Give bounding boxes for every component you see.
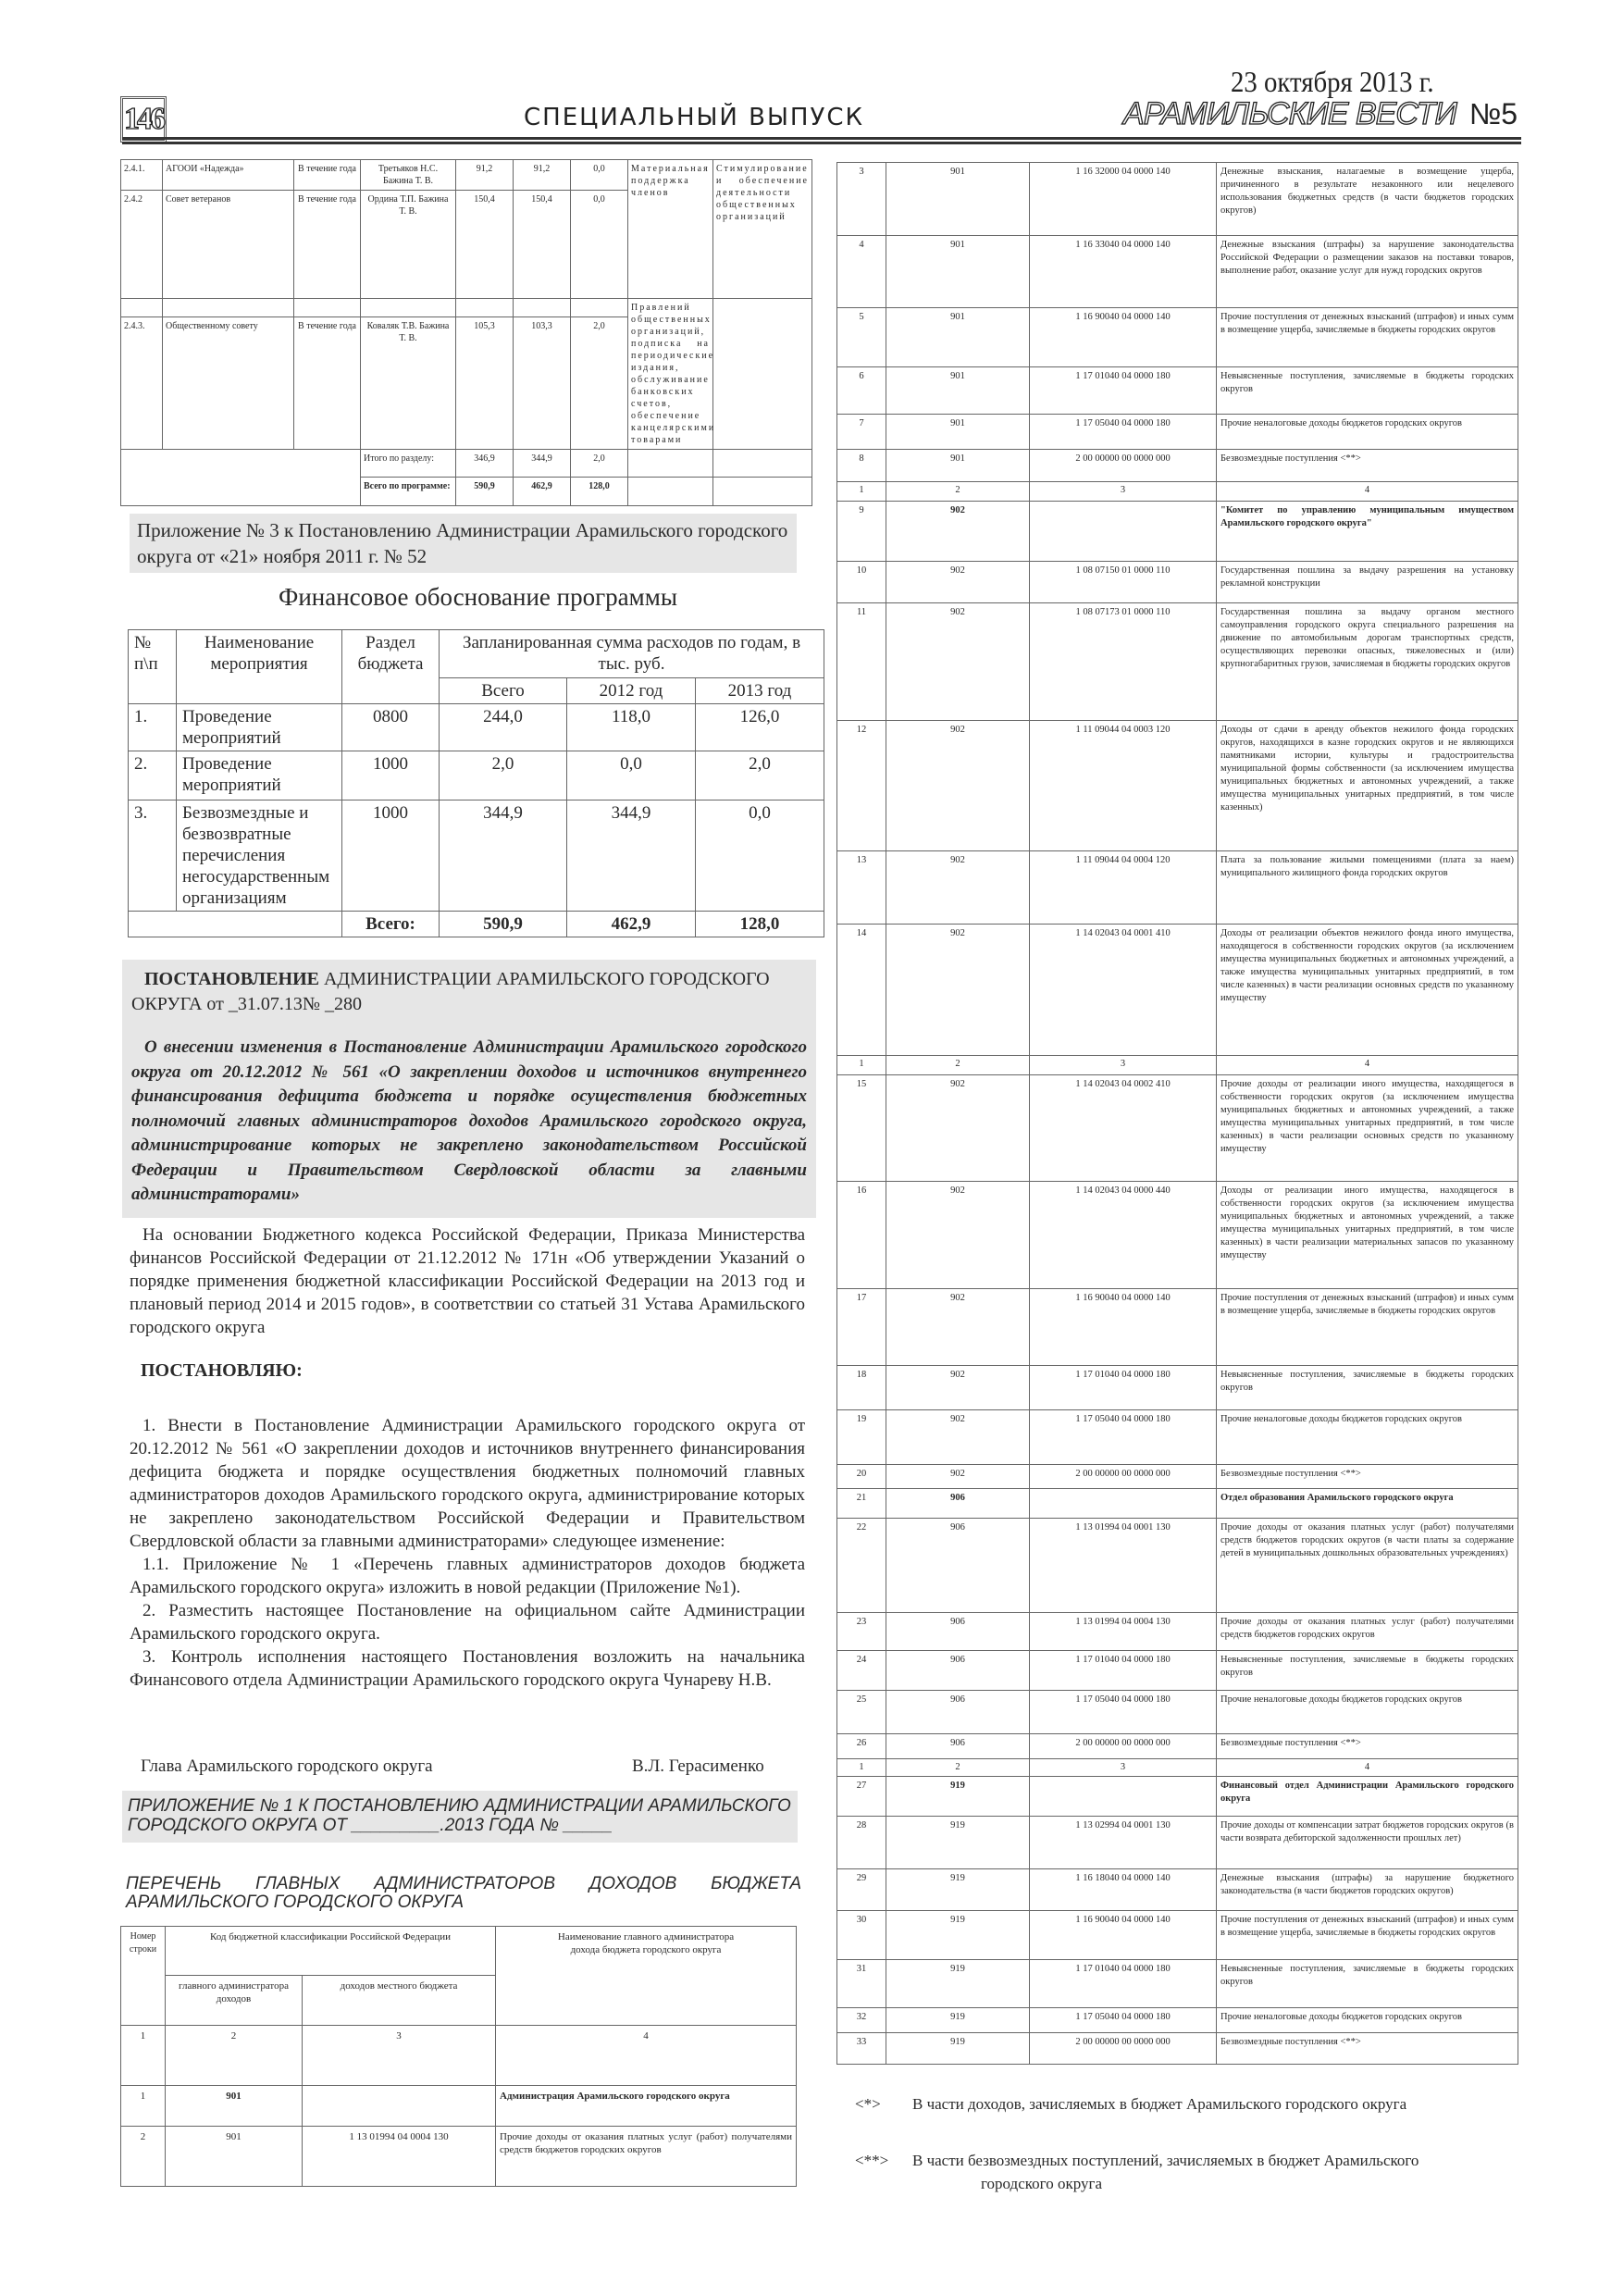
cell: 2 00 00000 00 0000 000	[1030, 1465, 1217, 1489]
cell: 1	[837, 1056, 886, 1075]
cell: Денежные взыскания (штрафы) за нарушение бюджетного законодательства (в части бюджетов городских округов)	[1217, 1869, 1518, 1911]
cell: Прочие поступления от денежных взысканий (штрафов) и иных сумм в возмещение ущерба, зачисляемые в бюджеты городских округов	[1217, 1289, 1518, 1366]
cell: 25	[837, 1691, 886, 1734]
cell: 1 16 18040 04 0000 140	[1030, 1869, 1217, 1911]
cell: 3	[303, 2026, 496, 2086]
cell: 902	[886, 603, 1030, 721]
cell: 1 14 02043 04 0002 410	[1030, 1075, 1217, 1182]
cell: 2 00 00000 00 0000 000	[1030, 450, 1217, 482]
cell: Совет ветеранов	[163, 191, 294, 299]
cell: 7	[837, 415, 886, 450]
cell: Прочие неналоговые доходы бюджетов городских округов	[1217, 415, 1518, 450]
header-cell: Раздел бюджета	[342, 630, 440, 704]
subtotal-row	[121, 450, 812, 478]
cell: Денежные взыскания, налагаемые в возмещение ущерба, причиненного в результате незаконного или нецелевого использования бюджетных средств (в части бюджетов городских округов)	[1217, 163, 1518, 236]
cell: Проведение мероприятий	[177, 704, 342, 751]
cell: Проведение мероприятий	[177, 751, 342, 800]
cell: 4	[837, 236, 886, 308]
cell: 919	[886, 1960, 1030, 2008]
cell: 103,3	[514, 316, 571, 449]
cell: Невыясненные поступления, зачисляемые в бюджеты городских округов	[1217, 1960, 1518, 2008]
cell: Третьяков Н.С. Бажина Т. В.	[361, 160, 456, 191]
cell: 0,0	[567, 751, 696, 800]
table-row	[837, 1911, 1518, 1960]
cell: 2.4.1.	[121, 160, 163, 191]
cell: 31	[837, 1960, 886, 2008]
cell: Прочие доходы от оказания платных услуг (работ) получателями средств бюджетов городских округов	[1217, 1613, 1518, 1651]
cell: 0,0	[696, 800, 824, 912]
header-cell: Номер строки	[121, 1927, 166, 2026]
cell: 29	[837, 1869, 886, 1911]
cell: 1	[121, 2026, 166, 2086]
cell: 906	[886, 1691, 1030, 1734]
table-row	[837, 1651, 1518, 1691]
cell: 6	[837, 367, 886, 415]
header-cell: № п\п	[129, 630, 177, 704]
section-title: СПЕЦИАЛЬНЫЙ ВЫПУСК	[524, 104, 864, 131]
cell: Доходы от реализации иного имущества, находящегося в собственности городских округов (за исключением имущества муниципальных бюджетных и автономных учреждений, а также имущества муниципальных унитарных предприятий, в том числе казенных) в части реализации материальных запасов по указанному имуществу	[1217, 1182, 1518, 1289]
total-row	[129, 912, 824, 937]
cell: Прочие неналоговые доходы бюджетов городских округов	[1217, 2008, 1518, 2033]
header-cell: 2012 год	[567, 678, 696, 704]
cell: 17	[837, 1289, 886, 1366]
table-row	[837, 163, 1518, 236]
decree-header-box	[122, 960, 816, 1218]
cell: 2.4.3.	[121, 316, 163, 449]
cell: 0,0	[571, 160, 628, 191]
cell: 5	[837, 308, 886, 367]
cell: 2,0	[571, 316, 628, 449]
cell: 2	[886, 482, 1030, 502]
cell: 1 16 33040 04 0000 140	[1030, 236, 1217, 308]
cell: 901	[886, 415, 1030, 450]
table-row	[129, 800, 824, 912]
cell: 1 11 09044 04 0003 120	[1030, 721, 1217, 851]
cell: Плата за пользование жилыми помещениями (плата за наем) муниципального жилищного фонда городских округов	[1217, 851, 1518, 925]
cell: 15	[837, 1075, 886, 1182]
cell: 24	[837, 1651, 886, 1691]
cell: В течение года	[294, 191, 361, 299]
cell: 462,9	[514, 478, 571, 506]
cell: Государственная пошлина за выдачу органом местного самоуправления городского округа специального разрешения на движение по автомобильным дорогам транспортных средств, осуществляющих перевозки опасных, тяжеловесных и (или) крупногабаритных грузов, зачисляемая в бюджеты городских округов	[1217, 603, 1518, 721]
cell: 919	[886, 2033, 1030, 2065]
cell: 128,0	[696, 912, 824, 937]
table-row	[121, 2127, 797, 2187]
cell: 150,4	[456, 191, 514, 299]
cell: 14	[837, 925, 886, 1056]
cell: 906	[886, 1613, 1030, 1651]
cell: Прочие доходы от реализации иного имущества, находящегося в собственности городских округов (за исключением имущества муниципальных бюджетных и автономных учреждений, а также имущества муниципальных унитарных предприятий, в том числе казенных) в части реализации основных средств по указанному имуществу	[1217, 1075, 1518, 1182]
cell: "Комитет по управлению муниципальным имуществом Арамильского городского округа"	[1217, 502, 1518, 562]
cell: 4	[1217, 1056, 1518, 1075]
footnote-text: В части безвозмездных поступлений, зачисляемых в бюджет Арамильского	[912, 2152, 1419, 2169]
cell: 902	[886, 1366, 1030, 1410]
table-row	[837, 1465, 1518, 1489]
header-cell: Наименование мероприятия	[177, 630, 342, 704]
cell: 32	[837, 2008, 886, 2033]
table-row	[837, 1289, 1518, 1366]
cell: 1 17 01040 04 0000 180	[1030, 1366, 1217, 1410]
table-row	[837, 450, 1518, 482]
table-row	[837, 925, 1518, 1056]
header-cell: главного администратора доходов	[166, 1976, 303, 2026]
table-row	[837, 367, 1518, 415]
cell: 901	[886, 367, 1030, 415]
decree-items	[130, 1414, 805, 1692]
cell: 22	[837, 1519, 886, 1613]
cell: 902	[886, 1410, 1030, 1465]
cell: 906	[886, 1734, 1030, 1759]
cell: 902	[886, 721, 1030, 851]
cell: 0800	[342, 704, 440, 751]
cell: Прочие неналоговые доходы бюджетов городских округов	[1217, 1410, 1518, 1465]
cell: 1 16 32000 04 0000 140	[1030, 163, 1217, 236]
table-row	[837, 502, 1518, 562]
cell: 902	[886, 1182, 1030, 1289]
cell: 906	[886, 1519, 1030, 1613]
decree-basis	[130, 1223, 805, 1339]
cell: 11	[837, 603, 886, 721]
cell: Невыясненные поступления, зачисляемые в бюджеты городских округов	[1217, 367, 1518, 415]
cell: 906	[886, 1489, 1030, 1519]
header-cell: Всего	[440, 678, 567, 704]
cell: 919	[886, 2008, 1030, 2033]
cell: 902	[886, 502, 1030, 562]
cell: Государственная пошлина за выдачу разрешения на установку рекламной конструкции	[1217, 562, 1518, 603]
cell: 91,2	[456, 160, 514, 191]
cell: 902	[886, 1465, 1030, 1489]
table-row	[837, 1960, 1518, 2008]
cell: 8	[837, 450, 886, 482]
cell: 1 13 01994 04 0004 130	[1030, 1613, 1217, 1651]
cell: 2.	[129, 751, 177, 800]
table-row	[837, 562, 1518, 603]
cell: 1	[837, 482, 886, 502]
cell: 901	[166, 2086, 303, 2127]
cell: 2 00 00000 00 0000 000	[1030, 2033, 1217, 2065]
cell: 9	[837, 502, 886, 562]
cell: 901	[886, 308, 1030, 367]
cell: Невыясненные поступления, зачисляемые в бюджеты городских округов	[1217, 1366, 1518, 1410]
cell: 344,9	[514, 450, 571, 478]
cell: 2	[166, 2026, 303, 2086]
cell: 919	[886, 1777, 1030, 1817]
table-row	[837, 1410, 1518, 1465]
cell: 901	[886, 450, 1030, 482]
table-row	[837, 1519, 1518, 1613]
cell: 118,0	[567, 704, 696, 751]
cell: 4	[496, 2026, 797, 2086]
table-row	[837, 1734, 1518, 1759]
paragraph: На основании Бюджетного кодекса Российской Федерации, Приказа Министерства финансов Российской Федерации от 21.12.2012 № 171н «Об утверждении Указаний о порядке применения бюджетной классификации Российской Федерации на 2013 год и плановый период 2014 и 2015 годов», в соответствии со статьей 31 Устава Арамильского городского округа	[130, 1225, 805, 1337]
column-number-row	[837, 482, 1518, 502]
cell: Прочие неналоговые доходы бюджетов городских округов	[1217, 1691, 1518, 1734]
cell: 0,0	[571, 191, 628, 299]
program-activities-table	[120, 159, 812, 506]
decree-item: 2. Разместить настоящее Постановление на официальном сайте Администрации Арамильского городского округа.	[130, 1601, 805, 1644]
cell: Доходы от реализации объектов нежилого фонда иного имущества, находящегося в собственности городских округов (за исключением имущества муниципальных бюджетных и автономных учреждений, а также имущества муниципальных унитарных предприятий, в том числе казенных) в части реализации основных средств по указанному имуществу	[1217, 925, 1518, 1056]
cell: 2	[886, 1056, 1030, 1075]
cell: АГООИ «Надежда»	[163, 160, 294, 191]
cell: 27	[837, 1777, 886, 1817]
cell: В течение года	[294, 160, 361, 191]
revenue-admins-table-right	[836, 162, 1518, 2065]
cell: 919	[886, 1869, 1030, 1911]
cell: 344,9	[567, 800, 696, 912]
cell: Безвозмездные поступления <**>	[1217, 1734, 1518, 1759]
cell: 346,9	[456, 450, 514, 478]
masthead-logo: АРАМИЛЬСКИЕ ВЕСТИ	[1123, 96, 1456, 131]
cell: 1 17 05040 04 0000 180	[1030, 1691, 1217, 1734]
list-title: ПЕРЕЧЕНЬ ГЛАВНЫХ АДМИНИСТРАТОРОВ ДОХОДОВ БЮДЖЕТА АРАМИЛЬСКОГО ГОРОДСКОГО ОКРУГА	[126, 1874, 801, 1912]
table-row	[837, 721, 1518, 851]
decree-subject: О внесении изменения в Постановление Администрации Арамильского городского округа от 20.12.2012 № 561 «О закреплении доходов и источников внутреннего финансирования дефицита бюджета и порядке осуществления бюджетных полномочий главных администраторов доходов Арамильского городского округа, администрирование которых не закреплено законодательством Российской Федерации и Правительством Свердловской области за главными администраторами»	[131, 1037, 807, 1204]
cell: 590,9	[456, 478, 514, 506]
decree-heading: АДМИНИСТРАЦИИ АРАМИЛЬСКОГО ГОРОДСКОГО ОКРУГА от _31.07.13№ _280	[131, 969, 770, 1014]
cell: 1 16 90040 04 0000 140	[1030, 308, 1217, 367]
cell: Прочие доходы от оказания платных услуг (работ) получателями средств бюджетов городских округов (в части платы за содержание детей в муниципальных дошкольных образовательных учреждениях)	[1217, 1519, 1518, 1613]
cell: Общественному совету	[163, 316, 294, 449]
cell: 1	[837, 1759, 886, 1777]
signer-title: Глава Арамильского городского округа	[141, 1756, 433, 1776]
cell: 919	[886, 1911, 1030, 1960]
cell: 3	[837, 163, 886, 236]
cell: 1	[121, 2086, 166, 2127]
table-row	[837, 851, 1518, 925]
decree-item: 1.1. Приложение № 1 «Перечень главных администраторов доходов бюджета Арамильского городского округа» изложить в новой редакции (Приложение №1).	[130, 1555, 805, 1597]
cell: Материальная поддержка членов	[628, 160, 713, 299]
resolve-heading: ПОСТАНОВЛЯЮ:	[141, 1360, 303, 1381]
cell: Коваляк Т.В. Бажина Т. В.	[361, 316, 456, 449]
cell: 1 13 01994 04 0004 130	[303, 2127, 496, 2187]
cell: 2,0	[440, 751, 567, 800]
cell: 126,0	[696, 704, 824, 751]
cell: 1 16 90040 04 0000 140	[1030, 1289, 1217, 1366]
cell: 462,9	[567, 912, 696, 937]
cell: 1.	[129, 704, 177, 751]
cell	[1030, 502, 1217, 562]
cell: Невыясненные поступления, зачисляемые в бюджеты городских округов	[1217, 1651, 1518, 1691]
cell: 1 17 01040 04 0000 180	[1030, 367, 1217, 415]
issue-date: 23 октября 2013 г.	[1231, 65, 1434, 98]
cell: 906	[886, 1651, 1030, 1691]
table-row	[837, 1613, 1518, 1651]
signer-name: В.Л. Герасименко	[632, 1756, 764, 1776]
table-row	[837, 1777, 1518, 1817]
cell: 23	[837, 1613, 886, 1651]
cell	[1030, 1777, 1217, 1817]
cell: Прочие поступления от денежных взысканий (штрафов) и иных сумм в возмещение ущерба, зачисляемые в бюджеты городских округов	[1217, 1911, 1518, 1960]
table-row	[129, 704, 824, 751]
table-row	[837, 2033, 1518, 2065]
cell: 1 13 01994 04 0001 130	[1030, 1519, 1217, 1613]
cell: 919	[886, 1817, 1030, 1869]
table-row	[837, 308, 1518, 367]
cell: Безвозмездные поступления <**>	[1217, 1465, 1518, 1489]
cell: 2.4.2	[121, 191, 163, 299]
cell: 28	[837, 1817, 886, 1869]
column-number-row	[837, 1056, 1518, 1075]
financial-justification-table	[128, 629, 824, 937]
cell: 2,0	[696, 751, 824, 800]
cell: Финансовый отдел Администрации Арамильского городского округа	[1217, 1777, 1518, 1817]
cell: 1 08 07150 01 0000 110	[1030, 562, 1217, 603]
table-row	[837, 1817, 1518, 1869]
cell: Доходы от сдачи в аренду объектов нежилого фонда городских округов, находящихся в казне городских округов и не являющихся памятниками истории, культуры и градостроительства муниципальной формы собственности (за исключением имущества муниципальных бюджетных и автономных учреждений, а также имущества муниципальных унитарных предприятий, в том числе казенных)	[1217, 721, 1518, 851]
cell: 19	[837, 1410, 886, 1465]
cell: 26	[837, 1734, 886, 1759]
cell: 1000	[342, 751, 440, 800]
cell: 1 17 05040 04 0000 180	[1030, 1410, 1217, 1465]
cell: 2	[886, 1759, 1030, 1777]
cell: В течение года	[294, 316, 361, 449]
table-row	[837, 2008, 1518, 2033]
cell: 2	[121, 2127, 166, 2187]
table-row	[837, 415, 1518, 450]
cell: Всего по программе:	[361, 478, 456, 506]
cell: 1 17 05040 04 0000 180	[1030, 415, 1217, 450]
column-number-row	[837, 1759, 1518, 1777]
masthead	[1123, 96, 1518, 132]
cell: 901	[886, 236, 1030, 308]
cell: 20	[837, 1465, 886, 1489]
cell: 30	[837, 1911, 886, 1960]
decree-heading-bold: ПОСТАНОВЛЕНИЕ	[144, 969, 319, 989]
cell: 3	[1030, 482, 1217, 502]
cell: Отдел образования Арамильского городского округа	[1217, 1489, 1518, 1519]
footnote-mark: <**>	[855, 2152, 889, 2169]
cell: 33	[837, 2033, 886, 2065]
cell	[1030, 1489, 1217, 1519]
cell: 1 14 02043 04 0001 410	[1030, 925, 1217, 1056]
page-number: 146	[120, 96, 167, 143]
cell: 1 08 07173 01 0000 110	[1030, 603, 1217, 721]
cell: 4	[1217, 1759, 1518, 1777]
cell: Правлений общественных организаций, подписка на периодические издания, обслуживание банковских счетов, обеспечение канцелярскими товарами	[628, 299, 713, 450]
cell: Ордина Т.П. Бажина Т. В.	[361, 191, 456, 299]
cell: 1 16 90040 04 0000 140	[1030, 1911, 1217, 1960]
decree-item: 1. Внести в Постановление Администрации Арамильского городского округа от 20.12.2012 № 561 «О закреплении доходов и источников внутреннего финансирования дефицита бюджета и порядке осуществления бюджетных полномочий главных администраторов доходов Арамильского городского округа, администрирование которых не закреплено законодательством Российской Федерации и Правительством Свердловской области за главными администраторами» следующее изменение:	[130, 1416, 805, 1551]
cell: 902	[886, 562, 1030, 603]
table-row	[837, 1489, 1518, 1519]
cell: 105,3	[456, 316, 514, 449]
table-row	[837, 1182, 1518, 1289]
cell: 902	[886, 925, 1030, 1056]
cell: 1 17 01040 04 0000 180	[1030, 1651, 1217, 1691]
cell: Всего:	[342, 912, 440, 937]
decree-item: 3. Контроль исполнения настоящего Постановления возложить на начальника Финансового отдела Администрации Арамильского городского округа Чунареву Н.В.	[130, 1647, 805, 1690]
header-cell: 2013 год	[696, 678, 824, 704]
table-row	[837, 1075, 1518, 1182]
cell: 18	[837, 1366, 886, 1410]
cell: 12	[837, 721, 886, 851]
table-row	[121, 160, 812, 191]
cell: 901	[886, 163, 1030, 236]
cell: 902	[886, 851, 1030, 925]
header-cell: Запланированная сумма расходов по годам, в тыс. руб.	[440, 630, 824, 678]
cell: Итого по разделу:	[361, 450, 456, 478]
issue-number: №5	[1468, 97, 1518, 130]
cell: 10	[837, 562, 886, 603]
cell: 21	[837, 1489, 886, 1519]
cell: 590,9	[440, 912, 567, 937]
cell: 344,9	[440, 800, 567, 912]
cell: 4	[1217, 482, 1518, 502]
table-row	[837, 1691, 1518, 1734]
cell	[303, 2086, 496, 2127]
cell: Прочие доходы от компенсации затрат бюджетов городских округов (в части возврата дебиторской задолженности прошлых лет)	[1217, 1817, 1518, 1869]
financial-table-title: Финансовое обоснование программы	[279, 583, 677, 611]
cell: Денежные взыскания (штрафы) за нарушение законодательства Российской Федерации о размещении заказов на поставки товаров, выполнение работ, оказание услуг для нужд городских округов	[1217, 236, 1518, 308]
table-row	[121, 299, 812, 317]
table-row	[837, 1869, 1518, 1911]
footnote-text: В части доходов, зачисляемых в бюджет Арамильского городского округа	[912, 2095, 1407, 2113]
cell: 3	[1030, 1056, 1217, 1075]
cell: 13	[837, 851, 886, 925]
revenue-admins-table-left	[120, 1926, 797, 2187]
cell: 128,0	[571, 478, 628, 506]
cell: 1 11 09044 04 0004 120	[1030, 851, 1217, 925]
appendix-1-caption: ПРИЛОЖЕНИЕ № 1 К ПОСТАНОВЛЕНИЮ АДМИНИСТРАЦИИ АРАМИЛЬСКОГО ГОРОДСКОГО ОКРУГА ОТ _________.2013 ГОДА № _____	[122, 1791, 798, 1843]
cell: 901	[166, 2127, 303, 2187]
cell: 902	[886, 1289, 1030, 1366]
cell: 2 00 00000 00 0000 000	[1030, 1734, 1217, 1759]
cell: 3.	[129, 800, 177, 912]
cell: Прочие доходы от оказания платных услуг (работ) получателями средств бюджетов городских округов	[496, 2127, 797, 2187]
cell: Стимулирование и обеспечение деятельности общественных организаций	[713, 160, 812, 299]
table-row	[121, 2086, 797, 2127]
cell: Прочие поступления от денежных взысканий (штрафов) и иных сумм в возмещение ущерба, зачисляемые в бюджеты городских округов	[1217, 308, 1518, 367]
header-rule	[122, 137, 1521, 144]
table-row	[837, 603, 1518, 721]
footnote-text: городского округа	[981, 2175, 1103, 2192]
header-cell: Наименование главного администратора дохода бюджета городского округа	[496, 1927, 797, 2026]
cell: 91,2	[514, 160, 571, 191]
table-row	[129, 751, 824, 800]
cell: 150,4	[514, 191, 571, 299]
cell: 2,0	[571, 450, 628, 478]
cell: 1 14 02043 04 0000 440	[1030, 1182, 1217, 1289]
header-cell: доходов местного бюджета	[303, 1976, 496, 2026]
header-cell: Код бюджетной классификации Российской Федерации	[166, 1927, 496, 1976]
cell: 902	[886, 1075, 1030, 1182]
table-row	[837, 1366, 1518, 1410]
appendix-3-caption: Приложение № 3 к Постановлению Администрации Арамильского городского округа от «21» ноября 2011 г. № 52	[130, 514, 797, 573]
footnote-mark: <*>	[855, 2095, 881, 2113]
cell: 16	[837, 1182, 886, 1289]
cell: Администрация Арамильского городского округа	[496, 2086, 797, 2127]
cell: 1 17 05040 04 0000 180	[1030, 2008, 1217, 2033]
cell: Безвозмездные поступления <**>	[1217, 2033, 1518, 2065]
cell: 3	[1030, 1759, 1217, 1777]
cell: 1 17 01040 04 0000 180	[1030, 1960, 1217, 2008]
cell: Безвозмездные и безвозвратные перечисления негосударственным организациям	[177, 800, 342, 912]
cell: 244,0	[440, 704, 567, 751]
table-row	[837, 236, 1518, 308]
cell: Безвозмездные поступления <**>	[1217, 450, 1518, 482]
table-row	[121, 2026, 797, 2086]
cell: 1000	[342, 800, 440, 912]
cell: 1 13 02994 04 0001 130	[1030, 1817, 1217, 1869]
